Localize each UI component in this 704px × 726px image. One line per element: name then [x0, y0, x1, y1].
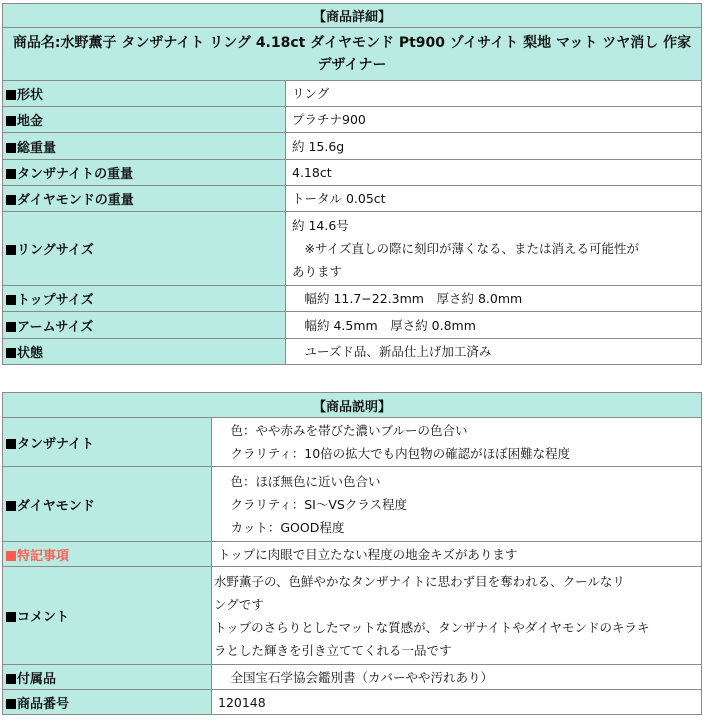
desc-value-diamond: 色：ほぼ無色に近い色合い クラリティ：SI〜VSクラス程度 カット：GOOD程度: [212, 467, 702, 542]
detail-value-condition: ユーズド品、新品仕上げ加工済み: [286, 339, 702, 365]
detail-label-condition: 状態: [3, 339, 286, 365]
detail-label-total-weight: 総重量: [3, 133, 286, 160]
desc-value-comment: 水野薫子の、色鮮やかなタンザナイトに思わず目を奪われる、クールなリ ングです トップのさらりとしたマットな質感が、タンザナイトやダイヤモンドのキラキ ラとした輝きを引き立ててくれる一品です: [212, 567, 702, 665]
description-table: [2, 392, 702, 715]
detail-label-arm-size: アームサイズ: [3, 312, 286, 339]
detail-value-shape: リング: [286, 81, 702, 107]
bullet-square-icon: [6, 674, 16, 684]
detail-label-tanzanite-weight: タンザナイトの重量: [3, 160, 286, 186]
bullet-square-icon: [6, 90, 16, 100]
detail-label-top-size: トップサイズ: [3, 286, 286, 312]
bullet-square-icon: [6, 699, 16, 709]
bullet-square-icon: [6, 612, 16, 622]
detail-value-ring-size: 約 14.6号 ※サイズ直しの際に刻印が薄くなる、または消える可能性が あります: [286, 212, 702, 286]
desc-label-accessories: 付属品: [3, 665, 212, 690]
desc-label-item-number: 商品番号: [3, 690, 212, 715]
detail-value-metal: プラチナ900: [286, 107, 702, 133]
detail-value-arm-size: 幅約 4.5mm 厚さ約 0.8mm: [286, 312, 702, 339]
desc-label-comment: コメント: [3, 567, 212, 665]
bullet-square-icon: [6, 116, 16, 126]
desc-value-special-notes: トップに肉眼で目立たない程度の地金キズがあります: [212, 542, 702, 567]
bullet-square-icon: [6, 551, 16, 561]
description-header: 【商品説明】: [3, 393, 702, 418]
bullet-square-icon: [6, 245, 16, 255]
desc-value-accessories: 全国宝石学協会鑑別書（カバーやや汚れあり）: [212, 665, 702, 690]
bullet-square-icon: [6, 169, 16, 179]
desc-label-diamond: ダイヤモンド: [3, 467, 212, 542]
bullet-square-icon: [6, 348, 16, 358]
detail-value-total-weight: 約 15.6g: [286, 133, 702, 160]
detail-value-top-size: 幅約 11.7−22.3mm 厚さ約 8.0mm: [286, 286, 702, 312]
desc-label-tanzanite: タンザナイト: [3, 418, 212, 467]
detail-label-ring-size: リングサイズ: [3, 212, 286, 286]
detail-value-tanzanite-weight: 4.18ct: [286, 160, 702, 186]
bullet-square-icon: [6, 501, 16, 511]
desc-value-item-number: 120148: [212, 690, 702, 715]
bullet-square-icon: [6, 295, 16, 305]
detail-label-metal: 地金: [3, 107, 286, 133]
detail-value-diamond-weight: トータル 0.05ct: [286, 186, 702, 212]
desc-value-tanzanite: 色：やや赤みを帯びた濃いブルーの色合い クラリティ：10倍の拡大でも内包物の確認がほぼ困難な程度: [212, 418, 702, 467]
product-title: 商品名:水野薫子 タンザナイト リング 4.18ct ダイヤモンド Pt900 ゾイサイト 梨地 マット ツヤ消し 作家 デザイナー: [3, 28, 702, 81]
bullet-square-icon: [6, 322, 16, 332]
bullet-square-icon: [6, 195, 16, 205]
detail-label-shape: 形状: [3, 81, 286, 107]
detail-label-diamond-weight: ダイヤモンドの重量: [3, 186, 286, 212]
details-table: [2, 3, 702, 365]
details-header: 【商品詳細】: [3, 4, 702, 28]
bullet-square-icon: [6, 439, 16, 449]
desc-label-special-notes: 特記事項: [3, 542, 212, 567]
bullet-square-icon: [6, 143, 16, 153]
